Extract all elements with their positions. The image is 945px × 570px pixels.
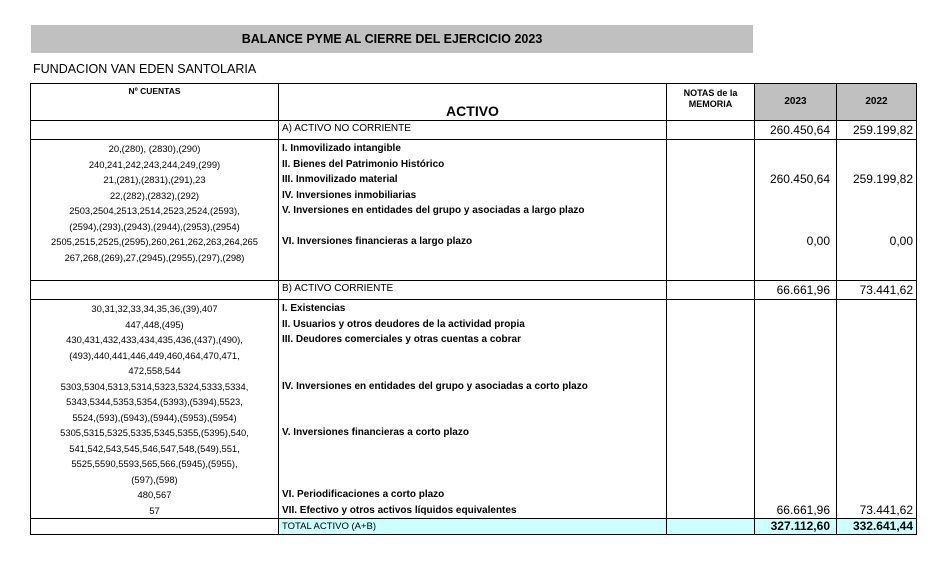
account-codes: 20,(280), (2830),(290): [108, 143, 201, 154]
value-efectivo-2022: 73.441,62: [859, 503, 913, 517]
balance-table: [30, 83, 917, 535]
section-value-2023: 66.661,96: [755, 281, 837, 300]
total-row: [31, 519, 917, 535]
line-item: V. Inversiones en entidades del grupo y asociadas a largo plazo: [282, 205, 585, 216]
line-item: IV. Inversiones inmobiliarias: [282, 189, 417, 201]
value-efectivo-2023: 66.661,96: [776, 503, 830, 517]
section-label: B) ACTIVO CORRIENTE: [279, 281, 667, 300]
line-item: III. Deudores comerciales y otras cuentas a cobrar: [282, 334, 521, 345]
report-title: BALANCE PYME AL CIERRE DEL EJERCICIO 2023: [31, 25, 753, 53]
line-item: II. Usuarios y otros deudores de la actividad propia: [282, 318, 525, 330]
line-item: V. Inversiones financieras a corto plazo: [282, 427, 469, 438]
header-year-2022: 2022: [837, 84, 917, 121]
account-codes: (597),(598): [131, 473, 178, 485]
account-codes: 2505,2515,2525,(2595),260,261,262,263,264,265: [51, 236, 258, 247]
value-financieras-2022: 0,00: [889, 234, 913, 248]
account-codes: 447,448,(495): [125, 318, 184, 330]
line-item: VI. Periodificaciones a corto plazo: [282, 489, 445, 500]
table-row: [31, 140, 917, 281]
header-year-2023: 2023: [755, 84, 837, 121]
value-material-2022: 259.199,82: [852, 172, 913, 186]
header-activo: ACTIVO: [279, 84, 667, 121]
account-codes: 240,241,242,243,244,249,(299): [88, 158, 221, 170]
header-notas-line1: NOTAS de la: [683, 88, 738, 98]
section-value-2022: 259.199,82: [837, 121, 917, 140]
account-codes: (493),440,441,446,449,460,464,470,471,: [69, 349, 240, 361]
total-value-2022: 332.641,44: [837, 519, 917, 535]
account-codes: 430,431,432,433,434,435,436,(437),(490),: [66, 334, 243, 345]
section-value-2023: 260.450,64: [755, 121, 837, 140]
account-codes: 5525,5590,5593,565,566,(5945),(5955),: [71, 458, 238, 469]
line-item: VI. Inversiones financieras a largo plazo: [282, 236, 473, 247]
total-value-2023: 327.112,60: [755, 519, 837, 535]
account-codes: 21,(281),(2831),(291),23: [103, 174, 206, 185]
line-item: III. Inmovilizado material: [282, 174, 398, 185]
account-codes: 472,558,544: [128, 365, 181, 376]
account-codes: 5303,5304,5313,5314,5323,5324,5333,5334,: [60, 380, 249, 392]
account-codes: 30,31,32,33,34,35,36,(39),407: [91, 303, 218, 314]
section-row-current: [31, 281, 917, 300]
section-value-2022: 73.441,62: [837, 281, 917, 300]
account-codes: 5343,5344,5353,5354,(5393),(5394),5523,: [66, 396, 243, 407]
line-item: VII. Efectivo y otros activos líquidos equivalentes: [282, 504, 517, 516]
account-codes: 267,268,(269),27,(2945),(2955),(297),(298): [64, 251, 245, 263]
entity-name: FUNDACION VAN EDEN SANTOLARIA: [33, 62, 257, 76]
account-codes: (2594),(293),(2943),(2944),(2953),(2954): [69, 220, 240, 232]
account-codes: 22,(282),(2832),(292): [109, 189, 200, 201]
account-codes: 5524,(593),(5943),(5944),(5953),(5954): [72, 411, 237, 423]
section-label: A) ACTIVO NO CORRIENTE: [279, 121, 667, 140]
section-row-non-current: [31, 121, 917, 140]
value-material-2023: 260.450,64: [769, 172, 830, 186]
header-cuentas: Nº CUENTAS: [31, 84, 279, 121]
account-codes: 57: [149, 504, 160, 516]
account-codes: 541,542,543,545,546,547,548,(549),551,: [69, 442, 240, 454]
line-item: IV. Inversiones en entidades del grupo y asociadas a corto plazo: [282, 380, 588, 392]
table-row: [31, 300, 917, 519]
account-codes: 2503,2504,2513,2514,2523,2524,(2593),: [69, 205, 240, 216]
line-item: I. Inmovilizado intangible: [282, 143, 401, 154]
account-codes: 5305,5315,5325,5335,5345,5355,(5395),540,: [60, 427, 249, 438]
table-header-row: [31, 84, 917, 121]
line-item: I. Existencias: [282, 303, 346, 314]
value-financieras-2023: 0,00: [806, 234, 830, 248]
line-item: II. Bienes del Patrimonio Histórico: [282, 158, 445, 170]
account-codes: 480,567: [137, 489, 172, 500]
total-label: TOTAL ACTIVO (A+B): [279, 519, 667, 535]
header-notas: [667, 84, 755, 121]
header-notas-line2: MEMORIA: [688, 99, 733, 109]
